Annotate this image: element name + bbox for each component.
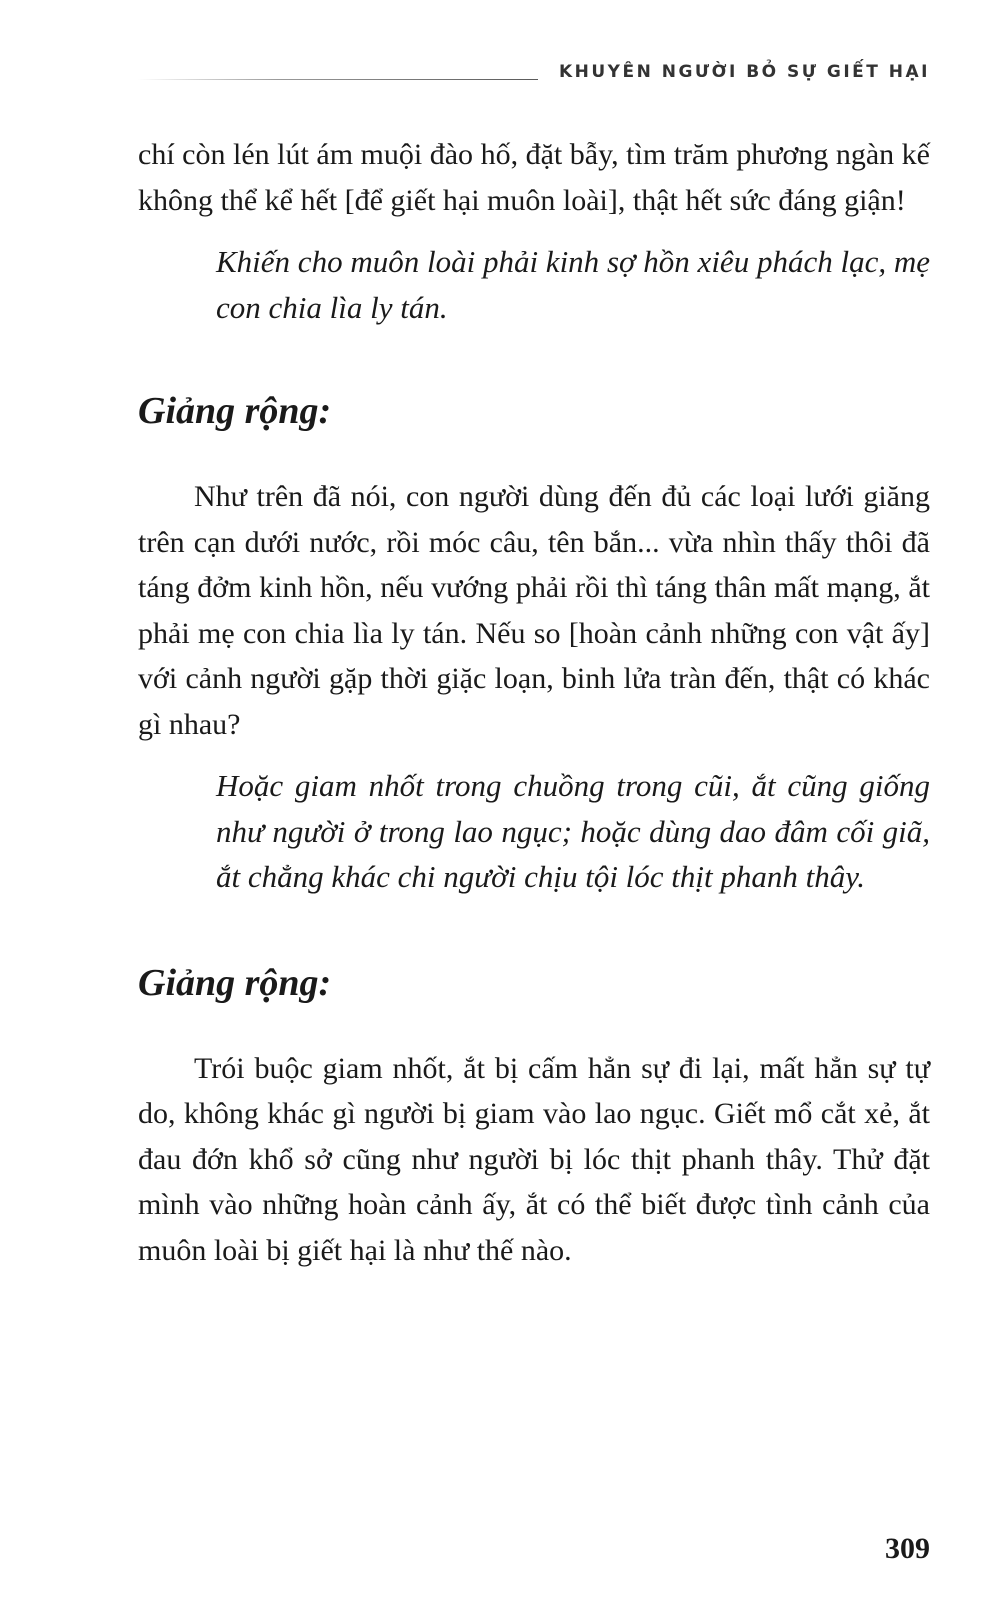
running-title: KHUYÊN NGƯỜI BỎ SỰ GIẾT HẠI	[558, 62, 930, 82]
paragraph-continuation: chí còn lén lút ám muội đào hố, đặt bẫy, tìm trăm phương ngàn kế không thể kể hết [để giết hại muôn loài], thật hết sức đáng giận!	[138, 138, 930, 217]
header-rule	[138, 79, 538, 80]
page-body	[138, 132, 930, 1273]
commentary-paragraph-1: Như trên đã nói, con người dùng đến đủ các loại lưới giăng trên cạn dưới nước, rồi móc câu, tên bắn... vừa nhìn thấy thôi đã táng đởm kinh hồn, nếu vướng phải rồi thì táng thân mất mạng, ắt phải mẹ con chia lìa ly tán. Nếu so [hoàn cảnh những con vật ấy] với cảnh người gặp thời giặc loạn, binh lửa tràn đến, thật có khác gì nhau?	[138, 480, 930, 741]
section-heading-2: Giảng rộng:	[138, 961, 332, 1004]
quoted-verse-1: Khiến cho muôn loài phải kinh sợ hồn xiêu phách lạc, mẹ con chia lìa ly tán.	[216, 244, 930, 325]
running-header	[138, 62, 930, 86]
page-number: 309	[885, 1532, 930, 1565]
section-heading-1: Giảng rộng:	[138, 390, 332, 432]
quoted-verse-2: Hoặc giam nhốt trong chuồng trong cũi, ắt cũng giống như người ở trong lao ngục; hoặc dùng dao đâm cối giã, ắt chẳng khác chi người chịu tội lóc thịt phanh thây.	[216, 768, 930, 894]
commentary-paragraph-2: Trói buộc giam nhốt, ắt bị cấm hẳn sự đi lại, mất hẳn sự tự do, không khác gì người bị giam vào lao ngục. Giết mổ cắt xẻ, ắt đau đớn khổ sở cũng như người bị lóc thịt phanh thây. Thử đặt mình vào những hoàn cảnh ấy, ắt có thể biết được tình cảnh của muôn loài bị giết hại là như thế nào.	[138, 1051, 930, 1267]
